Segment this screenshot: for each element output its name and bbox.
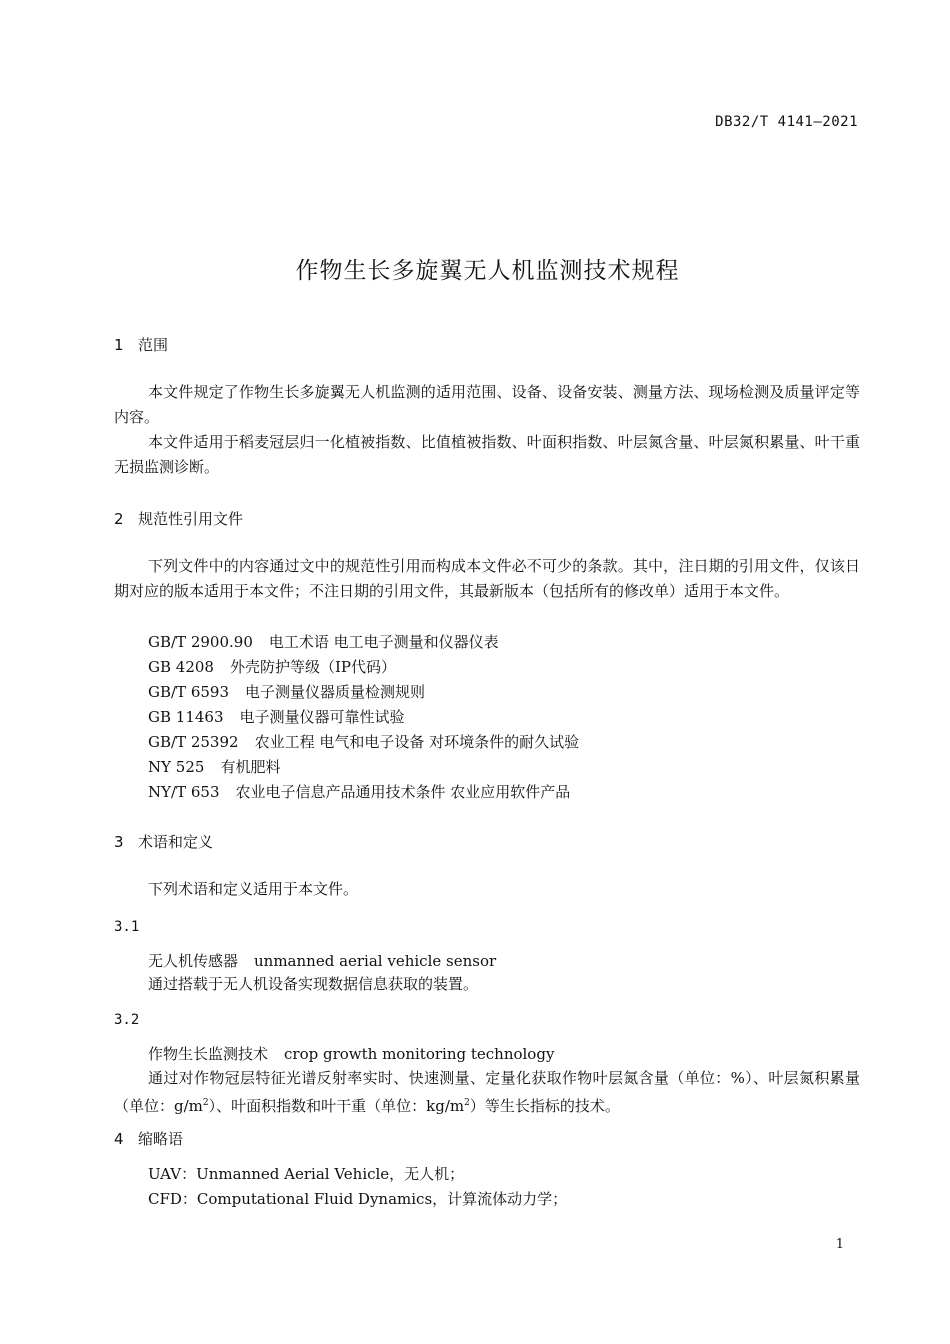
abbreviation-item: UAV：Unmanned Aerial Vehicle，无人机； [148, 1165, 465, 1183]
reference-item: GB 11463 电子测量仪器可靠性试验 [148, 708, 405, 726]
section-title: 范围 [138, 336, 169, 354]
section-number: 4 [114, 1130, 124, 1148]
section-4-heading [114, 1128, 183, 1149]
term-number: 3.1 [114, 919, 140, 935]
reference-item: NY 525 有机肥料 [148, 758, 281, 776]
term-definition: 通过对作物冠层特征光谱反射率实时、快速测量、定量化获取作物叶层氮含量（单位：%）、叶层氮积累量（单位：$g/m^2$）、叶面积指数和叶干重（单位：$kg/m^2$）等生长指标的技术。 [114, 1069, 860, 1115]
paragraph: 本文件规定了作物生长多旋翼无人机监测的适用范围、设备、设备安装、测量方法、现场检测及质量评定等内容。 [114, 383, 860, 426]
abbreviation-item: CFD：Computational Fluid Dynamics，计算流体动力学； [148, 1190, 568, 1208]
paragraph: 本文件适用于稻麦冠层归一化植被指数、比值植被指数、叶面积指数、叶层氮含量、叶层氮积累量、叶干重无损监测诊断。 [114, 433, 860, 476]
section-title: 术语和定义 [138, 833, 214, 851]
reference-item: NY/T 653 农业电子信息产品通用技术条件 农业应用软件产品 [148, 783, 571, 801]
paragraph: 下列术语和定义适用于本文件。 [148, 880, 359, 898]
term-number: 3.2 [114, 1012, 140, 1028]
section-2-heading [114, 508, 243, 529]
section-3-heading [114, 831, 213, 852]
document-code: DB32/T 4141—2021 [715, 114, 858, 130]
term-definition: 通过搭载于无人机设备实现数据信息获取的装置。 [148, 975, 479, 993]
reference-item: GB/T 25392 农业工程 电气和电子设备 对环境条件的耐久试验 [148, 733, 580, 751]
section-number: 3 [114, 833, 124, 851]
reference-item: GB 4208 外壳防护等级（IP代码） [148, 658, 396, 676]
document-title: 作物生长多旋翼无人机监测技术规程 [295, 258, 680, 284]
section-title: 缩略语 [138, 1130, 184, 1148]
term-heading: 无人机传感器 unmanned aerial vehicle sensor [148, 952, 497, 970]
section-number: 1 [114, 336, 124, 354]
section-number: 2 [114, 510, 124, 528]
reference-item: GB/T 2900.90 电工术语 电工电子测量和仪器仪表 [148, 633, 499, 651]
section-1-heading [114, 334, 168, 355]
page-number: 1 [835, 1237, 844, 1252]
reference-item: GB/T 6593 电子测量仪器质量检测规则 [148, 683, 426, 701]
section-title: 规范性引用文件 [138, 510, 244, 528]
paragraph: 下列文件中的内容通过文中的规范性引用而构成本文件必不可少的条款。其中，注日期的引用文件，仅该日期对应的版本适用于本文件；不注日期的引用文件，其最新版本（包括所有的修改单）适用于本文件。 [114, 557, 860, 600]
term-heading: 作物生长监测技术 crop growth monitoring technology [148, 1045, 555, 1063]
